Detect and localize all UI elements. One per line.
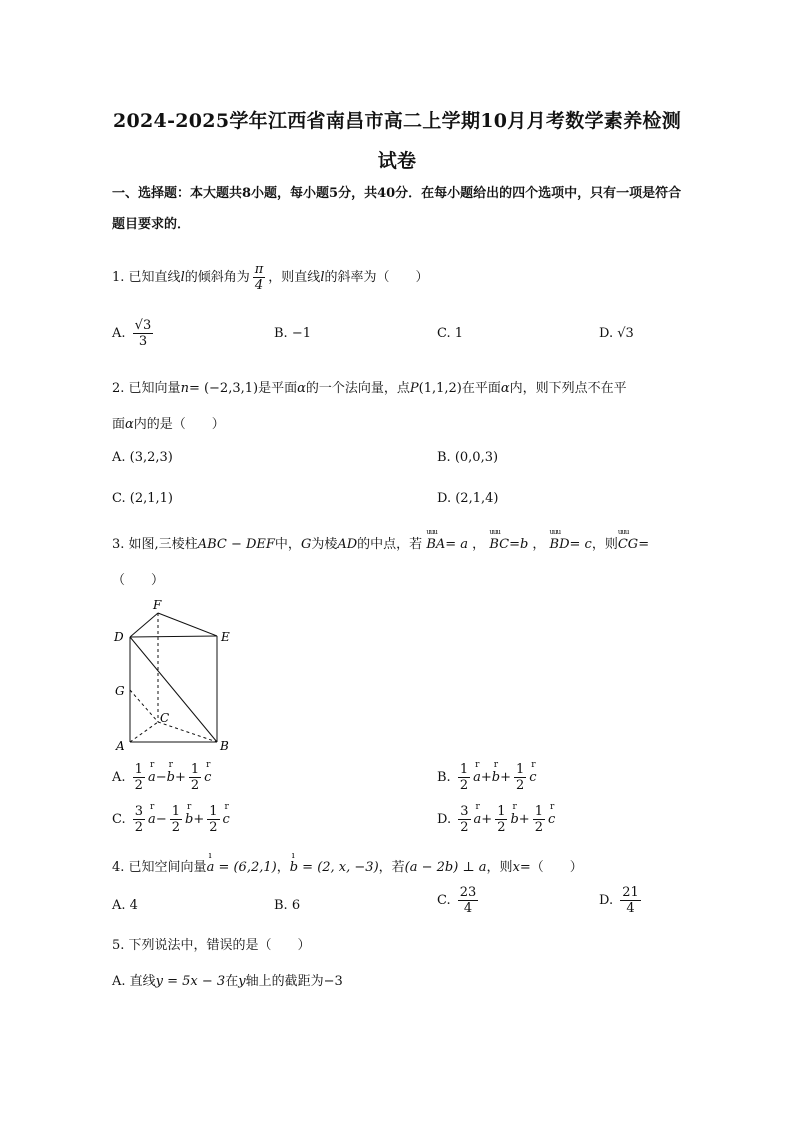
q4-text-a: 已知空间向量 xyxy=(128,860,207,875)
q3-option-d[interactable] xyxy=(437,804,555,835)
q4-end: =（ ） xyxy=(519,860,583,875)
q1-a-fraction xyxy=(133,318,154,349)
question-1 xyxy=(112,262,429,293)
q3-c-d2: 2 xyxy=(171,820,180,835)
q3-d-d2: 2 xyxy=(497,820,506,835)
label-g: G xyxy=(115,684,125,698)
q5-a-y: y xyxy=(238,974,246,989)
q3-a-v1: r a xyxy=(148,770,156,785)
q4-vector-a: ı a = (6,2,1) xyxy=(207,860,277,875)
q2-number: 2. xyxy=(112,381,125,396)
q3-b-d3: 2 xyxy=(516,778,525,793)
page-title-cont: 试卷 xyxy=(377,150,417,172)
q3-d-s1: + xyxy=(481,812,493,827)
q3-c-s2: + xyxy=(193,812,205,827)
label-e: E xyxy=(221,630,230,644)
label-f: F xyxy=(153,598,162,612)
q3-eq-c: = c xyxy=(569,537,592,552)
q2-alpha-3: α xyxy=(125,417,134,432)
q3-a-v2: r b xyxy=(167,770,175,785)
q3-d-t1: 3 xyxy=(460,804,469,819)
label-b: B xyxy=(220,739,229,753)
q1-a-den: 3 xyxy=(138,334,148,349)
q5-a-value: −3 xyxy=(323,974,343,989)
q3-g: G xyxy=(300,537,312,552)
q1-option-b[interactable]: B. −1 xyxy=(274,326,311,341)
question-2 xyxy=(112,377,627,396)
q3-b-v3: r c xyxy=(529,770,536,785)
q3-c-v3: r c xyxy=(223,812,230,827)
q3-d-s2: + xyxy=(518,812,530,827)
q5-number: 5. xyxy=(112,938,125,953)
page-title: 2024-2025学年江西省南昌市高二上学期10月月考数学素养检测 xyxy=(113,110,681,132)
q1-option-c[interactable]: C. 1 xyxy=(437,326,464,341)
label-a: A xyxy=(116,739,125,753)
q1-angle-fraction xyxy=(253,262,266,293)
q3-c-t1: 3 xyxy=(134,804,144,819)
q3-option-b[interactable] xyxy=(437,762,537,793)
q2-point-p: P xyxy=(409,381,419,396)
q3-d-frac3 xyxy=(533,804,545,835)
q3-d-v1: r a xyxy=(474,812,482,827)
q3-d-v2: r b xyxy=(510,812,518,827)
q3-option-c[interactable] xyxy=(112,804,230,835)
q3-d-t3: 1 xyxy=(534,804,543,819)
q2-text-e: 内，则下列点不在平 xyxy=(509,381,627,396)
q3-eq-end: = xyxy=(638,537,650,552)
q3-eq-b: =b xyxy=(509,537,529,552)
q4-d-label: D. xyxy=(599,893,614,908)
q1-pi: π xyxy=(254,262,264,277)
q1-option-a[interactable] xyxy=(112,318,156,349)
q1-text-d: 的斜率为（ ） xyxy=(324,270,429,285)
q3-b-frac3 xyxy=(514,762,526,793)
q3-c-v1: r a xyxy=(148,812,156,827)
q2-text-a: 已知向量 xyxy=(128,381,181,396)
q3-b-t3: 1 xyxy=(516,762,525,777)
q4-vector-b: ı b = (2, x, −3) xyxy=(290,860,379,875)
q2-text-d: 在平面 xyxy=(461,381,501,396)
q3-prism: ABC − DEF xyxy=(197,537,275,552)
q3-c-v2: r b xyxy=(185,812,193,827)
q4-d-den: 4 xyxy=(626,901,635,916)
q3-b-v2: r b xyxy=(492,770,500,785)
q2-text-c: 的一个法向量，点 xyxy=(305,381,410,396)
q2-line2: 面 xyxy=(112,417,126,432)
q1-four: 4 xyxy=(254,278,264,293)
question-5 xyxy=(112,934,311,953)
q5-a-equation: y = 5x − 3 xyxy=(155,974,226,989)
edge-de xyxy=(130,636,217,637)
q3-vector-bd: uuu BD xyxy=(550,537,570,552)
q4-d-num: 21 xyxy=(622,885,639,900)
q4-option-d[interactable] xyxy=(599,885,644,916)
q1-text-c: ，则直线 xyxy=(268,270,321,285)
q3-a-d1: 2 xyxy=(134,778,143,793)
q3-a-label: A. xyxy=(112,770,126,785)
q3-c-label: C. xyxy=(112,812,126,827)
q4-option-c[interactable] xyxy=(437,885,481,916)
q3-b-s1: + xyxy=(480,770,492,785)
q5-a-text: A. 直线 xyxy=(112,974,156,989)
q3-d-frac1 xyxy=(458,804,470,835)
q3-c-frac3 xyxy=(207,804,219,835)
q4-d-fraction xyxy=(620,885,641,916)
q5-text: 下列说法中，错误的是（ ） xyxy=(128,938,311,953)
q3-b-frac1 xyxy=(458,762,470,793)
q1-text: 已知直线 xyxy=(128,270,181,285)
section-heading: 一、选择题：本大题共8小题，每小题5分，共40分．在每小题给出的四个选项中，只有一项是符合题目要求的． xyxy=(112,186,682,232)
q3-b-d1: 2 xyxy=(459,778,469,793)
q1-number: 1. xyxy=(112,270,125,285)
q3-a-frac3 xyxy=(189,762,201,793)
q3-c-d1: 2 xyxy=(134,820,144,835)
label-c: C xyxy=(160,711,170,725)
q3-d-t2: 1 xyxy=(497,804,506,819)
q3-a-v3: r c xyxy=(204,770,211,785)
q2-line2b: 内的是（ ） xyxy=(133,417,225,432)
q3-b-label: B. xyxy=(437,770,451,785)
q1-a-num: √3 xyxy=(134,318,152,333)
q3-d-d3: 2 xyxy=(534,820,543,835)
q1-option-d[interactable]: D. √3 xyxy=(599,326,634,341)
q2-option-a[interactable]: A. (3,2,3) xyxy=(112,450,173,465)
q3-text-b: 中， xyxy=(274,537,301,552)
q3-text-e: ，则 xyxy=(591,537,618,552)
q2-option-c[interactable]: C. (2,1,1) xyxy=(112,491,173,506)
q3-c-t2: 1 xyxy=(171,804,180,819)
q4-c-label: C. xyxy=(437,893,451,908)
q1-text-b: 的倾斜角为 xyxy=(184,270,250,285)
q3-vector-ba: uuu BA xyxy=(426,537,445,552)
q3-text-d: 的中点，若 xyxy=(357,537,423,552)
q3-a-s1: − xyxy=(155,770,167,785)
q4-sep: ， xyxy=(276,860,290,875)
q5-a-text-b: 在 xyxy=(225,974,239,989)
q2-text-b: 是平面 xyxy=(258,381,298,396)
q3-d-v3: r c xyxy=(548,812,555,827)
q3-a-d3: 2 xyxy=(190,778,200,793)
q3-text-c: 为棱 xyxy=(311,537,338,552)
q4-option-a[interactable]: A. 4 xyxy=(112,898,138,913)
q3-d-label: D. xyxy=(437,812,452,827)
q3-a-t1: 1 xyxy=(134,762,143,777)
q4-number: 4. xyxy=(112,860,125,875)
q3-option-a[interactable] xyxy=(112,762,211,793)
q2-vector-value: = (−2,3,1) xyxy=(188,381,259,396)
q3-paren: （ ） xyxy=(112,573,165,588)
q3-a-t3: 1 xyxy=(190,762,200,777)
q2-alpha: α xyxy=(297,381,306,396)
q3-c-frac2 xyxy=(170,804,182,835)
edge-ac-hidden xyxy=(130,722,158,742)
q1-var-l2: l xyxy=(320,270,325,285)
q4-c-num: 23 xyxy=(459,885,477,900)
q4-c-den: 4 xyxy=(463,901,473,916)
q5-a-text-c: 轴上的截距为 xyxy=(245,974,324,989)
q4-option-b[interactable]: B. 6 xyxy=(274,898,301,913)
prism-figure xyxy=(108,596,248,756)
q1-a-label: A. xyxy=(112,326,126,341)
q3-number: 3. xyxy=(112,537,125,552)
diagonal-db xyxy=(130,637,217,742)
label-d: D xyxy=(114,630,124,644)
q3-text-a: 如图,三棱柱 xyxy=(128,537,198,552)
q3-vector-bc: uuu BC xyxy=(489,537,509,552)
q2-alpha-2: α xyxy=(500,381,510,396)
q3-b-s2: + xyxy=(500,770,512,785)
q3-a-s2: + xyxy=(174,770,186,785)
q3-b-v1: r a xyxy=(473,770,481,785)
q2-option-b[interactable]: B. (0,0,3) xyxy=(437,450,499,465)
q3-eq-a: = a xyxy=(445,537,469,552)
q2-option-d[interactable]: D. (2,1,4) xyxy=(437,491,499,506)
question-2-line2 xyxy=(112,413,225,432)
question-4 xyxy=(112,856,583,875)
edge-fe xyxy=(158,613,217,636)
q3-c-s1: − xyxy=(155,812,167,827)
q3-d-d1: 2 xyxy=(460,820,469,835)
q5-option-a[interactable] xyxy=(112,970,343,989)
q3-vector-cg: uuu CG xyxy=(618,537,638,552)
q3-c-d3: 2 xyxy=(209,820,218,835)
q1-var-l: l xyxy=(180,270,185,285)
q4-c-fraction xyxy=(458,885,479,916)
edge-df xyxy=(130,613,158,637)
q2-vector-n: n xyxy=(180,381,189,396)
q3-a-frac1 xyxy=(133,762,145,793)
q3-c-t3: 1 xyxy=(209,804,218,819)
segment-gc-hidden xyxy=(130,690,158,722)
q4-text-b: ，若 xyxy=(378,860,405,875)
q3-c-frac1 xyxy=(133,804,145,835)
q4-text-c: ，则 xyxy=(486,860,513,875)
q3-b-t1: 1 xyxy=(459,762,469,777)
q3-d-frac2 xyxy=(495,804,507,835)
q2-point-coord: (1,1,2) xyxy=(418,381,462,396)
question-3: 3. 如图,三棱柱ABC − DEF中，G为棱AD的中点，若 uuu BA= a ， uuu BC=b ， uuu BD= c，则uuu CG= xyxy=(112,533,649,552)
q3-ad: AD xyxy=(337,537,358,552)
q4-x: x xyxy=(512,860,520,875)
q4-condition: (a − 2b) ⊥ a xyxy=(404,860,487,875)
